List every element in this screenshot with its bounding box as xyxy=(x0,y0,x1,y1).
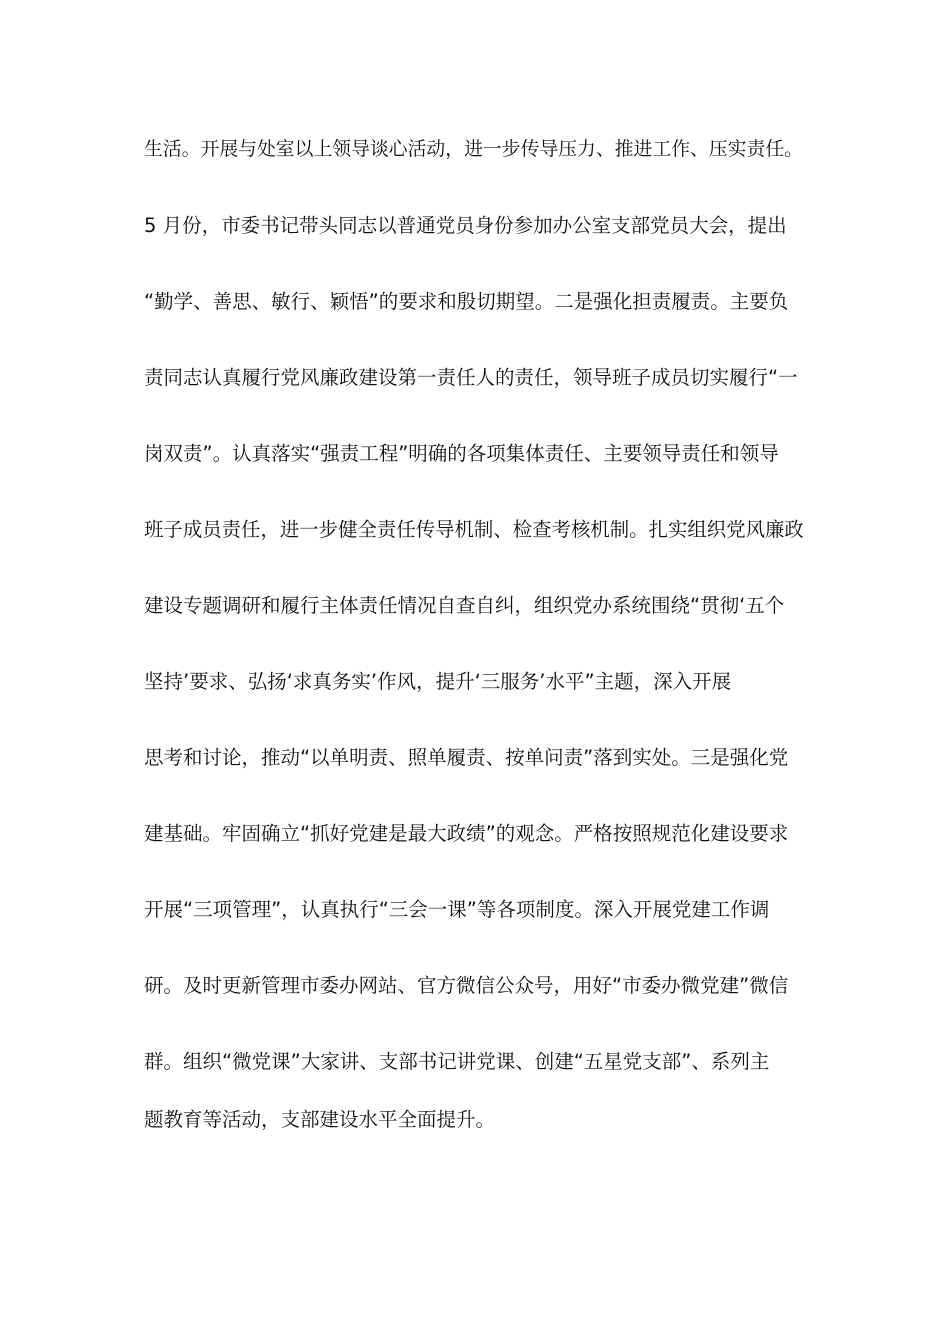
text-line: 坚持’要求、弘扬‘求真务实’作风，提升‘三服务’水平”主题，深入开展 xyxy=(144,670,732,693)
text-line: 建基础。牢固确立“抓好党建是最大政绩”的观念。严格按照规范化建设要求 xyxy=(144,822,789,845)
text-line: 责同志认真履行党风廉政建设第一责任人的责任，领导班子成员切实履行“一 xyxy=(144,366,798,389)
text-line: 思考和讨论，推动“以单明责、照单履责、按单问责”落到实处。三是强化党 xyxy=(144,746,789,769)
text-line: 研。及时更新管理市委办网站、官方微信公众号，用好“市委办微党建”微信 xyxy=(144,974,789,997)
text-line: “勤学、善思、敏行、颖悟”的要求和殷切期望。二是强化担责履责。主要负 xyxy=(144,290,789,313)
text-line: 群。组织“微党课”大家讲、支部书记讲党课、创建“五星党支部”、系列主 xyxy=(144,1050,770,1073)
text-line: 开展“三项管理”，认真执行“三会一课”等各项制度。深入开展党建工作调 xyxy=(144,898,770,921)
text-line: 生活。开展与处室以上领导谈心活动，进一步传导压力、推进工作、压实责任。 xyxy=(144,139,803,160)
text-line: 班子成员责任，进一步健全责任传导机制、检查考核机制。扎实组织党风廉政 xyxy=(144,518,804,541)
text-line: 题教育等活动，支部建设水平全面提升。 xyxy=(144,1108,496,1131)
text-line: 建设专题调研和履行主体责任情况自查自纠，组织党办系统围绕“贯彻‘五个 xyxy=(144,594,785,617)
text-line: 5 月份，市委书记带头同志以普通党员身份参加办公室支部党员大会，提出 xyxy=(144,214,787,237)
text-line: 岗双责”。认真落实“强责工程”明确的各项集体责任、主要领导责任和领导 xyxy=(144,442,779,465)
